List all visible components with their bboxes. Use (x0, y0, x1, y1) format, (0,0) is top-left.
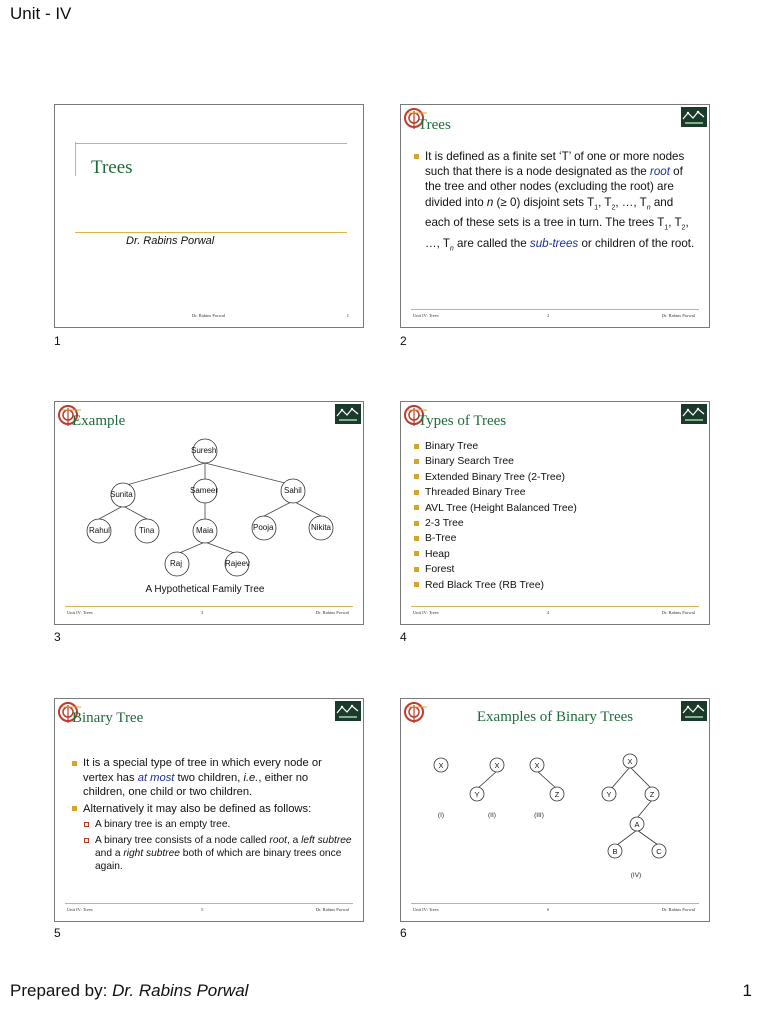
node-label: Z (649, 790, 655, 799)
tree-type-item: Forest (413, 562, 701, 577)
node-label: X (494, 761, 500, 770)
slide-title: Trees (91, 157, 133, 178)
example-label: (II) (488, 812, 496, 819)
slide-number: 2 (400, 334, 407, 348)
page-header: Unit - IV (10, 4, 72, 23)
node-label: Nikita (311, 523, 332, 532)
footer-author: Dr. Rabins Porwal (661, 313, 695, 318)
slide-footer (55, 610, 363, 618)
definition-bullet: Alternatively it may also be defined as follows: A binary tree is an empty tree. A binary tree consists of a node called root, a left subtree and a right subtree both of which are binary trees once again. (71, 802, 353, 874)
slide-number: 4 (400, 630, 407, 644)
data-structures-badge-icon (681, 404, 707, 424)
slide-number: 6 (400, 926, 407, 940)
footer-page: 6 (547, 907, 550, 912)
definition-bullet: It is a special type of tree in which every node or vertex has at most two children, i.e., either no children, one child or two children. (71, 756, 353, 800)
footer-rule (65, 606, 353, 607)
node-label: Y (606, 790, 612, 799)
slide-title: Trees (418, 117, 451, 133)
slide-author: Dr. Rabins Porwal (126, 235, 215, 247)
tree-types-list (413, 439, 701, 593)
node-label: X (438, 761, 444, 770)
footer-page: 3 (201, 610, 204, 615)
slide-title: Binary Tree (72, 710, 144, 726)
data-structures-badge-icon (335, 701, 361, 721)
node-label: Raj (170, 559, 183, 568)
footer-page: 1 (346, 313, 349, 318)
slide-title: Example (72, 413, 126, 429)
binary-tree-definition-list (71, 756, 353, 873)
definition-list (413, 149, 701, 256)
node-label: Sameer (190, 486, 219, 495)
page-footer (10, 981, 248, 1001)
node-label: Pooja (253, 523, 274, 532)
footer-rule (411, 309, 699, 310)
slide-footer (55, 907, 363, 915)
tree-type-item: Binary Search Tree (413, 454, 701, 469)
node-label: X (627, 757, 633, 766)
root-keyword: root (649, 165, 670, 179)
footer-page: 5 (201, 907, 204, 912)
footer-author: Dr. Rabins Porwal (315, 610, 349, 615)
title-bottom-rule (75, 232, 347, 233)
slide-1 (54, 104, 364, 328)
tree-type-item: B-Tree (413, 531, 701, 546)
footer-rule (65, 903, 353, 904)
slide-number: 1 (54, 334, 61, 348)
tree-type-item: AVL Tree (Height Balanced Tree) (413, 501, 701, 516)
footer-author: Dr. Rabins Porwal (661, 907, 695, 912)
sub-definition-list (83, 818, 353, 873)
node-label: Sahil (284, 486, 302, 495)
slide-footer (55, 313, 363, 321)
node-label: A (634, 820, 640, 829)
node-label: Y (474, 790, 480, 799)
footer-prefix: Prepared by: (10, 981, 108, 1000)
definition-bullet: It is defined as a finite set ‘T’ of one or more nodes such that there is a node designated as the root of the tree and other nodes (excluding the root) are divided into n (≥ 0) disjoint sets $T_1$, $T_2$, …, $T_n$ and each of these sets is a tree in turn. The trees $T_1$, $T_2$, …, $T_n$ are called the sub-trees or children of the root. (413, 149, 701, 256)
slide-5 (54, 698, 364, 922)
node-label: Maia (196, 526, 214, 535)
node-label: Rajeev (225, 559, 250, 568)
node-label: Tina (139, 526, 155, 535)
node-label: Rahul (89, 526, 110, 535)
sub-bullet: A binary tree is an empty tree. (83, 818, 353, 831)
slide-4 (400, 401, 710, 625)
node-label: C (656, 847, 662, 856)
tree-type-item: Binary Tree (413, 439, 701, 454)
footer-page: 4 (547, 610, 550, 615)
page-number: 1 (742, 981, 752, 1000)
tree-type-item: Threaded Binary Tree (413, 485, 701, 500)
slide-footer (401, 313, 709, 321)
subtrees-keyword: sub-trees (529, 236, 579, 250)
title-top-rule (75, 143, 347, 144)
example-label: (I) (437, 812, 445, 819)
example-label: (III) (534, 812, 544, 819)
binary-tree-examples-diagram (401, 699, 709, 921)
example-label: (IV) (630, 872, 642, 879)
data-structures-badge-icon (681, 107, 707, 127)
footer-author: Dr. Rabins Porwal (112, 981, 249, 1000)
footer-unit: Unit IV: Trees (413, 313, 439, 318)
node-label: Suresh (191, 446, 217, 455)
tree-type-item: Heap (413, 547, 701, 562)
footer-unit: Unit IV: Trees (413, 907, 439, 912)
node-label: Z (554, 790, 560, 799)
footer-unit: Unit IV: Trees (67, 907, 93, 912)
footer-author: Dr. Rabins Porwal (661, 610, 695, 615)
footer-unit: Unit IV: Trees (67, 610, 93, 615)
slide-footer (401, 610, 709, 618)
tree-type-item: 2-3 Tree (413, 516, 701, 531)
footer-rule (411, 606, 699, 607)
slide-2 (400, 104, 710, 328)
slide-6 (400, 698, 710, 922)
at-most-keyword: at most (137, 771, 175, 784)
tree-type-item: Extended Binary Tree (2-Tree) (413, 470, 701, 485)
diagram-caption: A Hypothetical Family Tree (145, 584, 265, 595)
slide-3 (54, 401, 364, 625)
slide-title: Examples of Binary Trees (476, 709, 634, 725)
footer-unit: Unit IV: Trees (413, 610, 439, 615)
node-label: X (534, 761, 540, 770)
footer-rule (411, 903, 699, 904)
footer-author: Dr. Rabins Porwal (315, 907, 349, 912)
title-accent-bar (75, 142, 76, 176)
node-label: B (612, 847, 618, 856)
footer-author: Dr. Rabins Porwal (192, 313, 226, 318)
slide-number: 3 (54, 630, 61, 644)
footer-page: 2 (547, 313, 550, 318)
slide-footer (401, 907, 709, 915)
slide-title: Types of Trees (418, 413, 507, 429)
sub-bullet: A binary tree consists of a node called root, a left subtree and a right subtree both of which are binary trees once again. (83, 834, 353, 873)
slide-number: 5 (54, 926, 61, 940)
tree-type-item: Red Black Tree (RB Tree) (413, 578, 701, 593)
node-label: Sunita (110, 490, 133, 499)
